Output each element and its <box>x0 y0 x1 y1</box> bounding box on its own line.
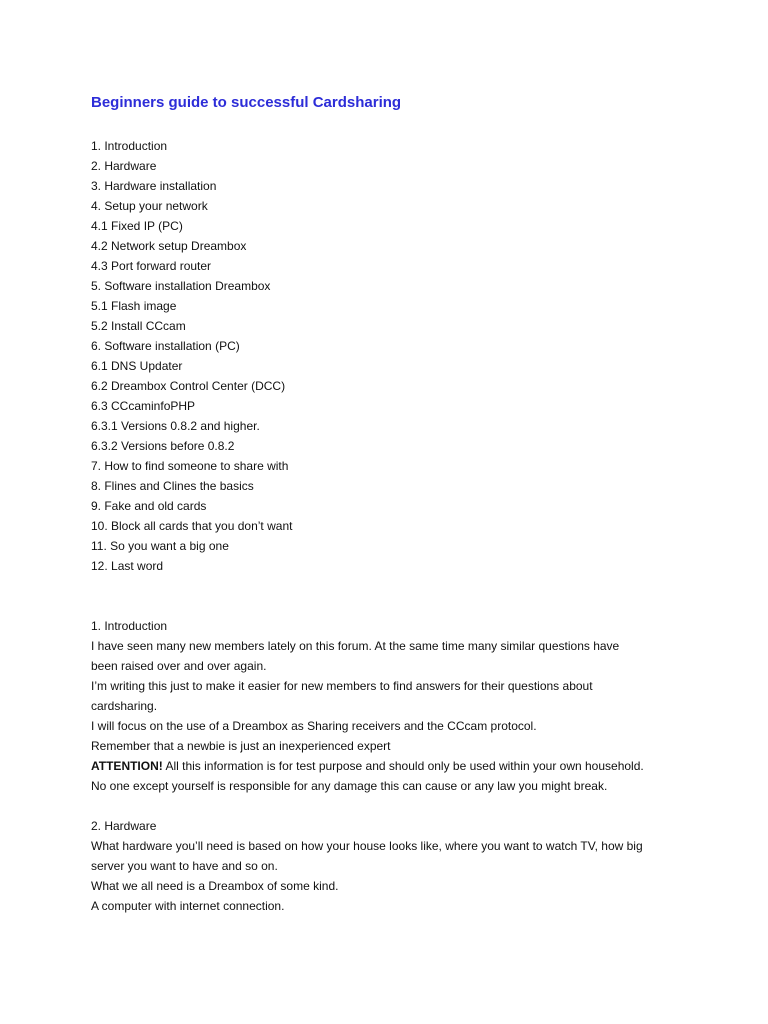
paragraph: Remember that a newbie is just an inexperienced expert <box>91 739 391 753</box>
paragraph: A computer with internet connection. <box>91 899 285 913</box>
toc-item: 6. Software installation (PC) <box>91 339 240 353</box>
toc-item: 3. Hardware installation <box>91 179 217 193</box>
toc-item: 5. Software installation Dreambox <box>91 279 271 293</box>
paragraph: I will focus on the use of a Dreambox as Sharing receivers and the CCcam protocol. <box>91 719 537 733</box>
toc-item: 4.1 Fixed IP (PC) <box>91 219 183 233</box>
paragraph: I have seen many new members lately on this forum. At the same time many similar questions have been raised over and over again. <box>91 639 620 673</box>
toc-item: 12. Last word <box>91 559 164 573</box>
toc-item: 6.2 Dreambox Control Center (DCC) <box>91 379 286 393</box>
toc-item: 10. Block all cards that you don’t want <box>91 519 293 533</box>
attention-text: All this information is for test purpose and should only be used within your own household. <box>162 759 644 773</box>
toc-item: 11. So you want a big one <box>91 539 229 553</box>
toc-item: 6.3.1 Versions 0.8.2 and higher. <box>91 419 260 433</box>
paragraph: No one except yourself is responsible for any damage this can cause or any law you might break. <box>91 779 608 793</box>
section-hardware <box>91 816 731 916</box>
toc-item: 5.2 Install CCcam <box>91 319 186 333</box>
section-heading: 2. Hardware <box>91 819 157 833</box>
paragraph: I’m writing this just to make it easier for new members to find answers for their questions about cardsharing. <box>91 679 593 713</box>
section-introduction <box>91 616 731 796</box>
paragraph: What we all need is a Dreambox of some kind. <box>91 879 339 893</box>
toc-item: 4. Setup your network <box>91 199 208 213</box>
toc-item: 6.1 DNS Updater <box>91 359 183 373</box>
paragraph: What hardware you’ll need is based on how your house looks like, where you want to watch TV, how big server you want to have and so on. <box>91 839 643 873</box>
toc-item: 4.2 Network setup Dreambox <box>91 239 247 253</box>
attention-label: ATTENTION! <box>91 759 163 773</box>
toc-item: 6.3 CCcaminfoPHP <box>91 399 196 413</box>
toc-item: 5.1 Flash image <box>91 299 177 313</box>
toc-item: 7. How to find someone to share with <box>91 459 289 473</box>
toc-item: 2. Hardware <box>91 159 157 173</box>
attention-paragraph <box>91 756 731 776</box>
toc-item: 4.3 Port forward router <box>91 259 212 273</box>
toc-item: 6.3.2 Versions before 0.8.2 <box>91 439 235 453</box>
toc-item: 9. Fake and old cards <box>91 499 207 513</box>
table-of-contents <box>91 136 292 576</box>
document-title: Beginners guide to successful Cardsharing <box>91 94 402 111</box>
section-heading: 1. Introduction <box>91 619 168 633</box>
toc-item: 1. Introduction <box>91 139 168 153</box>
toc-item: 8. Flines and Clines the basics <box>91 479 254 493</box>
